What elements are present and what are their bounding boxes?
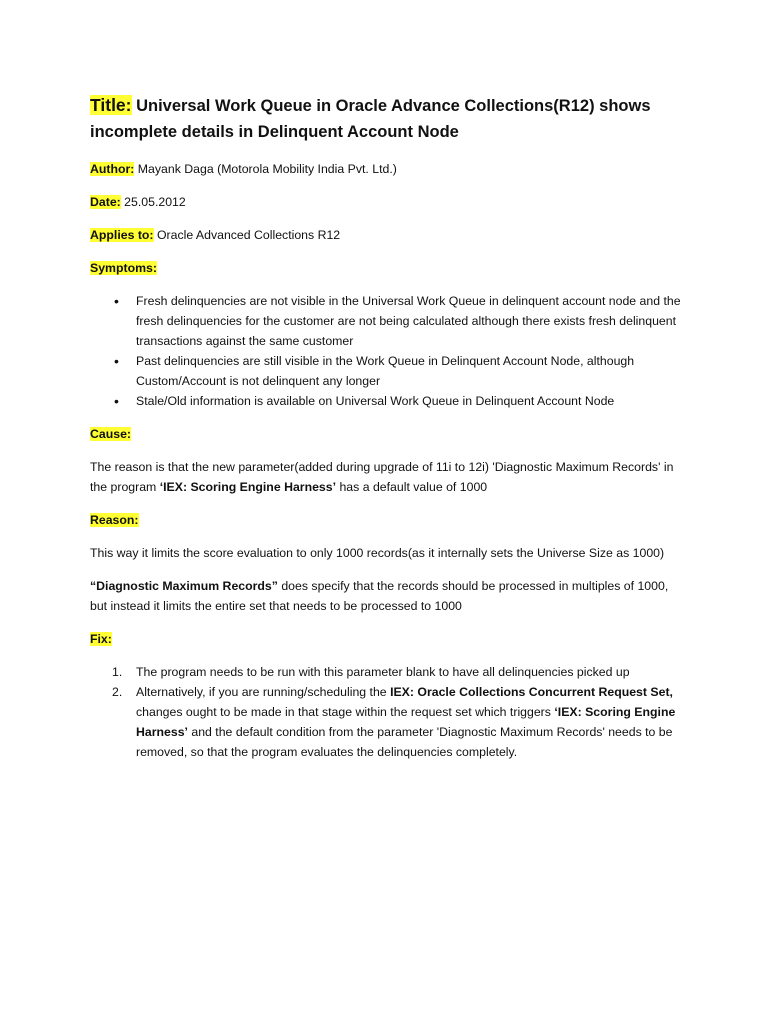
reason-paragraph-2	[90, 576, 688, 616]
symptoms-label: Symptoms:	[90, 261, 157, 275]
date-label: Date:	[90, 195, 121, 209]
bullet-icon: •	[114, 353, 119, 369]
fix-step-2-request-set: IEX: Oracle Collections Concurrent Request Set,	[390, 685, 673, 699]
reason-parameter-name: “Diagnostic Maximum Records”	[90, 579, 278, 593]
step-number: 1.	[112, 665, 123, 679]
list-item	[90, 351, 688, 391]
cause-label: Cause:	[90, 427, 132, 441]
cause-text-before: The reason is that the new parameter(added during upgrade of 11i to 12i) 'Diagnostic Maximum Records' in the program	[90, 460, 674, 494]
fix-step-2-program: ‘IEX: Scoring Engine Harness’	[136, 705, 676, 739]
symptoms-heading	[90, 258, 688, 278]
date-line	[90, 192, 688, 212]
author-line	[90, 159, 688, 179]
symptom-text: Fresh delinquencies are not visible in the Universal Work Queue in delinquent account node and the fresh delinquencies for the customer are not being calculated although there exists fresh delinquent transactions against the same customer	[136, 294, 681, 348]
applies-to-label: Applies to:	[90, 228, 154, 242]
fix-label: Fix:	[90, 632, 112, 646]
date-value: 25.05.2012	[120, 195, 186, 209]
reason-paragraph-1: This way it limits the score evaluation to only 1000 records(as it internally sets the Universe Size as 1000)	[90, 546, 665, 560]
cause-heading	[90, 424, 688, 444]
reason-label: Reason:	[90, 513, 139, 527]
symptoms-list	[90, 291, 688, 411]
fix-steps	[90, 662, 688, 762]
author-label: Author:	[90, 162, 135, 176]
fix-step-2-text-a: Alternatively, if you are running/scheduling the	[136, 685, 391, 699]
applies-to-value: Oracle Advanced Collections R12	[153, 228, 341, 242]
symptom-text: Stale/Old information is available on Universal Work Queue in Delinquent Account Node	[136, 394, 615, 408]
cause-paragraph	[90, 457, 688, 497]
symptom-text: Past delinquencies are still visible in the Work Queue in Delinquent Account Node, although Custom/Account is not delinquent any longer	[136, 354, 635, 388]
reason-paragraph-2-text: does specify that the records should be processed in multiples of 1000, but instead it limits the entire set that needs to be processed to 1000	[90, 579, 669, 613]
fix-step-1-text: The program needs to be run with this parameter blank to have all delinquencies picked up	[136, 665, 630, 679]
bullet-icon: •	[114, 393, 119, 409]
cause-text-after: has a default value of 1000	[336, 480, 488, 494]
step-number: 2.	[112, 685, 123, 699]
reason-heading	[90, 510, 688, 530]
list-item	[90, 682, 688, 762]
title-text: Universal Work Queue in Oracle Advance Collections(R12) shows incomplete details in Delinquent Account Node	[90, 97, 651, 141]
fix-step-2-text-c: changes ought to be made in that stage within the request set which triggers	[136, 705, 555, 719]
fix-heading	[90, 629, 688, 649]
applies-to-line	[90, 225, 688, 245]
list-item	[90, 662, 688, 682]
list-item	[90, 291, 688, 351]
document-title	[90, 92, 688, 145]
fix-step-2-text-e: and the default condition from the parameter 'Diagnostic Maximum Records' needs to be removed, so that the program evaluates the delinquencies completely.	[136, 725, 673, 759]
author-value: Mayank Daga (Motorola Mobility India Pvt. Ltd.)	[134, 162, 397, 176]
title-label: Title:	[90, 95, 132, 115]
cause-program-name: ‘IEX: Scoring Engine Harness’	[159, 480, 337, 494]
list-item	[90, 391, 688, 411]
bullet-icon: •	[114, 293, 119, 309]
